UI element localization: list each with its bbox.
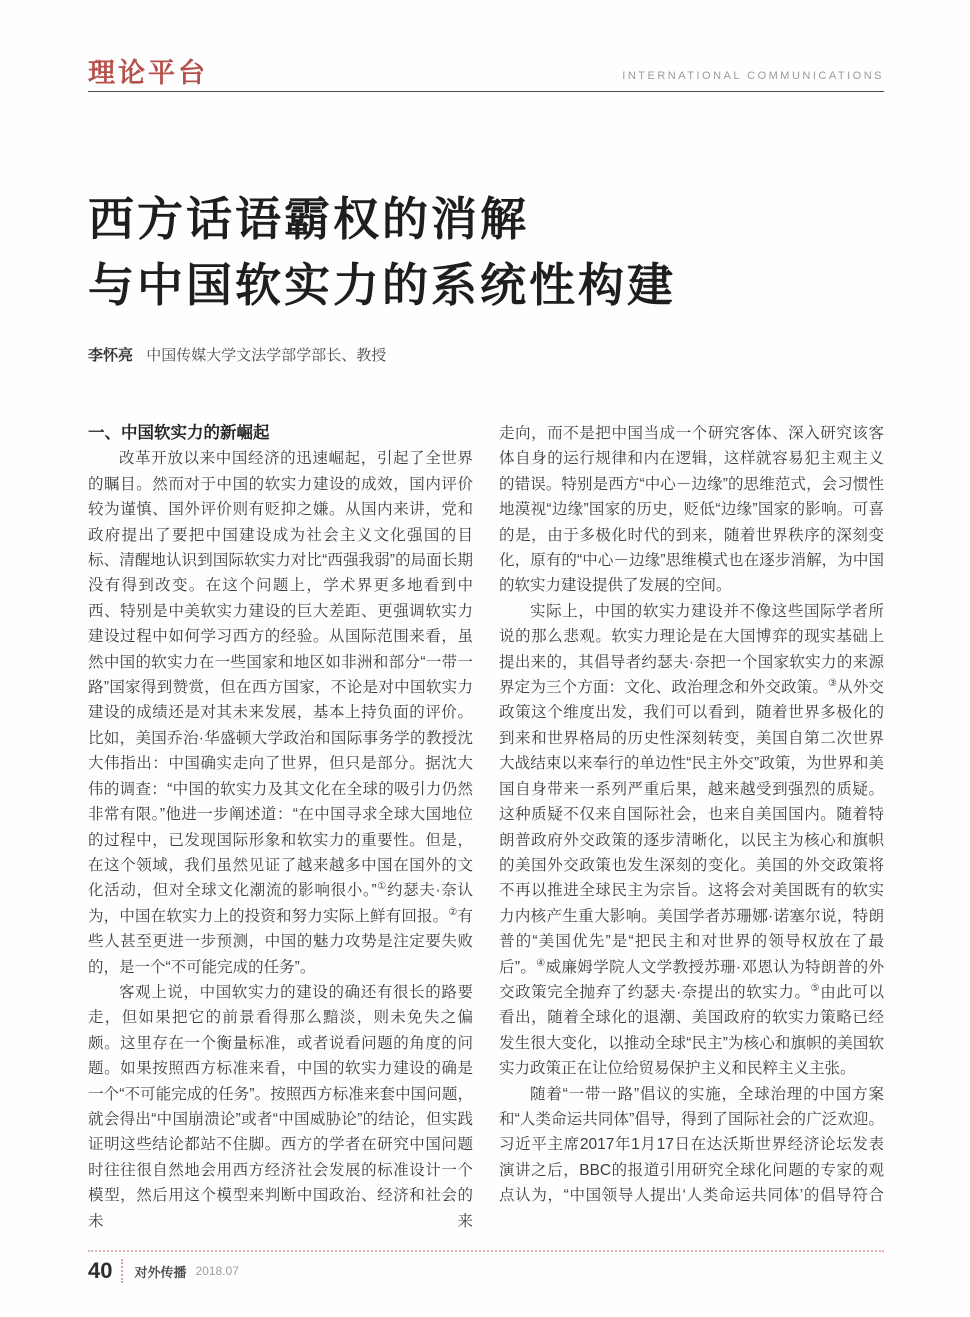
page-number: 40	[88, 1258, 113, 1283]
footer-journal-name: 对外传播	[134, 1264, 187, 1280]
column-logo: 理论平台	[88, 58, 208, 88]
section-heading: 一、中国软实力的新崛起	[88, 424, 270, 442]
author-affiliation: 中国传媒大学文法学部学部长、教授	[146, 347, 387, 364]
left-column	[88, 421, 473, 1234]
masthead	[88, 60, 884, 92]
journal-name-english: INTERNATIONAL COMMUNICATIONS	[622, 70, 884, 82]
article-title	[88, 186, 884, 365]
right-column	[499, 421, 884, 1234]
title-line-1: 西方话语霸权的消解	[88, 193, 529, 245]
paragraph: 走向，而不是把中国当成一个研究客体、深入研究该客体自身的运行规律和内在逻辑，这样就容易犯主观主义的错误。特别是西方“中心－边缘”的思维范式，会习惯性地漠视“边缘”国家的历史，贬低“边缘”国家的影响。可喜的是，由于多极化时代的到来，随着世界秩序的深刻变化，原有的“中心－边缘”思维模式也在逐步消解，为中国的软实力建设提供了发展的空间。	[499, 425, 884, 595]
footer-issue-date: 2018.07	[195, 1264, 239, 1278]
author-line	[88, 344, 884, 365]
article-body	[88, 421, 884, 1234]
paragraph: 改革开放以来中国经济的迅速崛起，引起了全世界的瞩目。然而对于中国的软实力建设的成效，国内评价较为谨慎、国外评价则有贬抑之嫌。从国内来讲，党和政府提出了要把中国建设成为社会主义文化强国的目标、清醒地认识到国际软实力对比“西强我弱”的局面长期没有得到改变。在这个问题上，学术界更多地看到中西、特别是中美软实力建设的巨大差距、更强调软实力建设过程中如何学习西方的经验。从国际范围来看，虽然中国的软实力在一些国家和地区如非洲和部分“一带一路”国家得到赞赏，但在西方国家，不论是对中国软实力建设的成绩还是对其未来发展，基本上持负面的评价。比如，美国乔治·华盛顿大学政治和国际事务学的教授沈大伟指出：中国确实走向了世界，但只是部分。据沈大伟的调查：“中国的软实力及其文化在全球的吸引力仍然非常有限。”他进一步阐述道：“在中国寻求全球大国地位的过程中，已发现国际形象和软实力的重要性。但是，在这个领域，我们虽然见证了越来越多中国在国外的文化活动，但对全球文化潮流的影响很小。”①约瑟夫·奈认为，中国在软实力上的投资和努力实际上鲜有回报。②有些人甚至更进一步预测，中国的魅力攻势是注定要失败的，是一个“不可能完成的任务”。	[88, 450, 473, 976]
author-name: 李怀亮	[88, 347, 134, 364]
page-footer	[88, 1250, 884, 1283]
paragraph: 客观上说，中国软实力的建设的确还有很长的路要走，但如果把它的前景看得那么黯淡，则未免失之偏颇。这里存在一个衡量标准，或者说看问题的角度的问题。如果按照西方标准来看，中国的软实力建设的确是一个“不可能完成的任务”。按照西方标准来套中国问题，就会得出“中国崩溃论”或者“中国威胁论”的结论，但实践证明这些结论都站不住脚。西方的学者在研究中国问题时往往很自然地会用西方经济社会发展的标准设计一个模型，然后用这个模型来判断中国政治、经济和社会的未来	[88, 983, 473, 1230]
paragraph: 随着“一带一路”倡议的实施，全球治理的中国方案和“人类命运共同体”倡导，得到了国际社会的广泛欢迎。习近平主席2017年1月17日在达沃斯世界经济论坛发表演讲之后，BBC的报道引用研究全球化问题的专家的观点认为，“中国领导人提出‘人类命运共同体’的倡导符合	[499, 1085, 884, 1205]
title-line-2: 与中国软实力的系统性构建	[88, 259, 676, 311]
paragraph: 实际上，中国的软实力建设并不像这些国际学者所说的那么悲观。软实力理论是在大国博弈的现实基础上提出来的，其倡导者约瑟夫·奈把一个国家软实力的来源界定为三个方面：文化、政治理念和外交政策。③从外交政策这个维度出发，我们可以看到，随着世界多极化的到来和世界格局的历史性深刻转变，美国自第二次世界大战结束以来奉行的单边性“民主外交”政策，为世界和美国自身带来一系列严重后果，越来越受到强烈的质疑。这种质疑不仅来自国际社会，也来自美国国内。随着特朗普政府外交政策的逐步清晰化，以民主为核心和旗帜的美国外交政策也发生深刻的变化。美国的外交政策将不再以推进全球民主为宗旨。这将会对美国既有的软实力内核产生重大影响。美国学者苏珊娜·诺塞尔说，特朗普的“美国优先”是“把民主和对世界的领导权放在了最后”。④威廉姆学院人文学教授苏珊·邓恩认为特朗普的外交政策完全抛弃了约瑟夫·奈提出的软实力。⑤由此可以看出，随着全球化的退潮、美国政府的软实力策略已经发生很大变化，以推动全球“民主”为核心和旗帜的美国软实力政策正在让位给贸易保护主义和民粹主义主张。	[499, 602, 884, 1078]
footer-divider	[121, 1259, 123, 1283]
